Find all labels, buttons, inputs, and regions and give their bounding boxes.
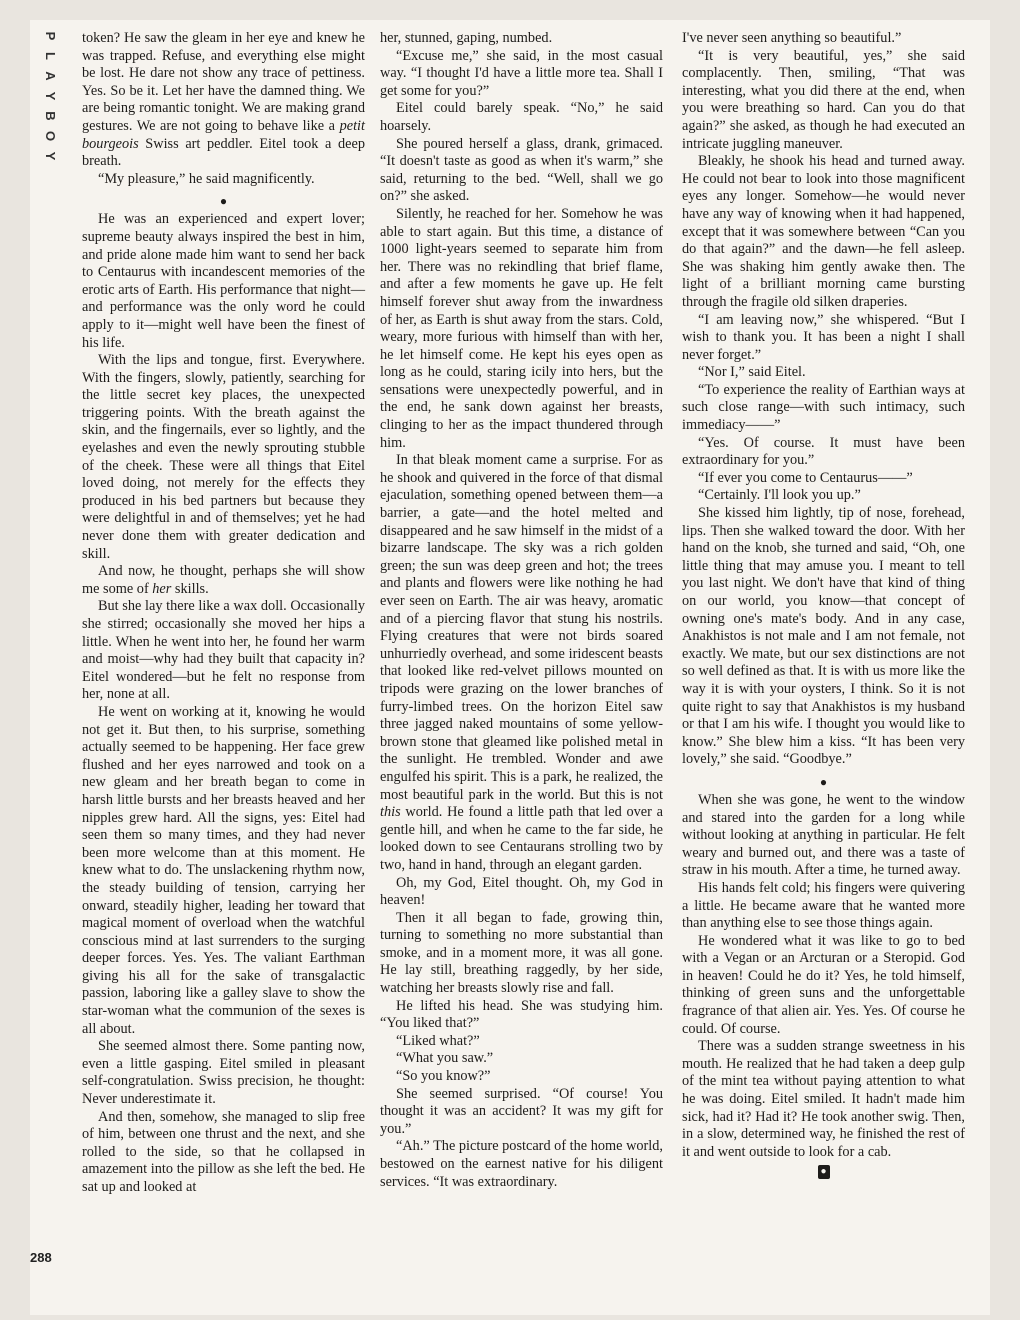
paragraph: “Excuse me,” she said, in the most casual way. “I thought I'd have a little more tea. Shall I get some for you?”	[380, 47, 663, 99]
vertical-masthead	[30, 26, 70, 166]
text-column-2	[380, 30, 663, 1191]
text-column-3	[682, 30, 965, 1179]
paragraph: “Yes. Of course. It must have been extraordinary for you.”	[682, 434, 965, 469]
page-number: 288	[30, 1250, 52, 1265]
paragraph: Oh, my God, Eitel thought. Oh, my God in heaven!	[380, 874, 663, 909]
masthead-letter: L	[43, 52, 58, 60]
paragraph: She seemed almost there. Some panting now, even a little gasping. Eitel smiled in pleasant self-congratulation. Swiss precision, he thought: Never underestimate it.	[82, 1038, 365, 1108]
paragraph: “I am leaving now,” she whispered. “But I wish to thank you. It has been a night I shall never forget.”	[682, 311, 965, 363]
section-separator: ●	[819, 774, 828, 789]
paragraph: “To experience the reality of Earthian ways at such close range—with such intimacy, such immediacy——”	[682, 381, 965, 434]
magazine-page	[30, 20, 990, 1315]
paragraph: And then, somehow, she managed to slip free of him, between one thrust and the next, and she rolled to the side, so that he collapsed in amazement into the pillow as she left the bed. He sat up and looked at	[82, 1108, 365, 1195]
section-separator: ●	[219, 194, 228, 209]
rabbit-head-icon: ●	[818, 1165, 830, 1179]
masthead-letter: O	[43, 130, 58, 142]
paragraph: She seemed surprised. “Of course! You thought it was an accident? It was my gift for you.”	[380, 1085, 663, 1137]
paragraph: When she was gone, he went to the window and stared into the garden for a long while without looking at anything in particular. He felt weary and burned out, and there was a taste of straw in his mouth. After a time, he turned away.	[682, 791, 965, 879]
paragraph: Bleakly, he shook his head and turned away. He could not bear to look into those magnificent eyes any longer. Somehow—he would never have any way of knowing when it had happened, except that it was somewhere between “Can you do that again?” and the dawn—he fell asleep. She was shaking him gently awake then. The light of a brilliant morning came bursting through the fragile old silken draperies.	[682, 153, 965, 310]
paragraph: “Nor I,” said Eitel.	[698, 364, 806, 381]
paragraph: “If ever you come to Centaurus——”	[698, 469, 913, 486]
paragraph: Then it all began to fade, growing thin, turning to something no more substantial than smoke, and in a moment more, it was all gone. He lay still, breathing raggedly, by her side, watching her breasts slowly rise and fall.	[380, 909, 663, 997]
paragraph: Silently, he reached for her. Somehow he was able to start again. But this time, a distance of 1000 light-years seemed to separate him from her. There was no rekindling that brief flame, and after a few moments he gave up. He felt himself forever shut away from the inwardness of her, as Earth is shut away from the stars. Cold, weary, more furious with himself than with her, he let himself come. He kept his eyes open as long as he could, staring icily into hers, but the sensations were unexpectedly powerful, and in the end, he sank down against her breasts, clinging to her as the impact thundered through him.	[380, 205, 663, 451]
paragraph: He lifted his head. She was studying him. “You liked that?”	[380, 997, 663, 1032]
paragraph: She poured herself a glass, drank, grimaced. “It doesn't taste as good as when it's warm,” she said, returning to the bed. “Well, shall we go on?” she asked.	[380, 135, 663, 205]
paragraph: “Ah.” The picture postcard of the home world, bestowed on the earnest native for his diligent services. “It was extraordinary.	[380, 1138, 663, 1190]
paragraph: His hands felt cold; his fingers were quivering a little. He became aware that he wanted more than anything else to see those things again.	[682, 879, 965, 932]
paragraph: With the lips and tongue, first. Everywhere. With the fingers, slowly, patiently, searching for the little secret key places, the unexpected triggering points. With the breath against the skin, and the fingernails, ever so lightly, and the eyelashes and even the newly sprouting stubble of the cheek. These were all things that Eitel loved doing, not merely for the effects they produced in his bed partners but because they were delightful in and of themselves; yet he had never done them with greater dedication and skill.	[82, 352, 365, 562]
paragraph: He wondered what it was like to go to bed with a Vegan or an Arcturan or a Steropid. God in heaven! Could he do it? Yes, he told himself, thinking of green suns and the unforgettable fragrance of that alien air. Yes. Yes. Of course he could. Of course.	[682, 932, 965, 1037]
masthead-letter: A	[43, 71, 58, 81]
paragraph: token? He saw the gleam in her eye and knew he was trapped. Refuse, and everything else might be lost. He dare not show any trace of pettiness. Yes. So be it. Let her have the damned thing. We are being romantic tonight. We are making grand gestures. We are not going to behave like a petit bourgeois Swiss art peddler. Eitel took a deep breath.	[82, 30, 365, 170]
paragraph: In that bleak moment came a surprise. For as he shook and quivered in the force of that dismal ejaculation, something opened between them—a barrier, a gate—and the hotel melted and disappeared and he saw himself in the midst of a bizarre landscape. The sky was a rich golden green; the sun was deep green and hot; the trees and plants and flowers were like nothing he had ever seen on Earth. The air was heavy, aromatic and of a piercing flavor that stung his nostrils. Flying creatures that were not birds soared unhurriedly overhead, and some iridescent beasts that looked like red-velvet pillows mounted on tripods were grazing on the lower branches of furry-limbed trees. On the horizon Eitel saw three jagged naked mountains of some yellow-brown stone that gleamed like polished metal in the sunlight. He trembled. Wonder and awe engulfed his spirit. This is a park, he realized, the most beautiful park in the world. But this is not this world. He found a little path that led over a gentle hill, and when he came to the far side, he looked down to see Centaurans strolling two by two, hand in hand, through an elegant garden.	[380, 452, 663, 873]
paragraph: He was an experienced and expert lover; supreme beauty always inspired the best in him, and pride alone made him want to send her back to Centaurus with incandescent memories of the erotic arts of Earth. His performance that night—and performance was the only word he could apply to it—might well have been the finest of his life.	[82, 211, 365, 351]
masthead-letter: B	[43, 111, 58, 121]
paragraph: “My pleasure,” he said magnificently.	[98, 170, 315, 187]
paragraph: She kissed him lightly, tip of nose, forehead, lips. Then she walked toward the door. With her hand on the knob, she turned and said, “Oh, one little thing that may amuse you. I meant to tell you last night. We don't have that kind of thing on our world, you know—that concept of owning one's mate's body. And in any case, Anakhistos is not male and I am not female, not exactly. We mate, but our sex distinctions are not so well defined as that. It is with us more like the way it is with your oysters, I think. So it is not quite right to say that Anakhistos is my husband or that I am his wife. I thought you would like to know.” She blew him a kiss. “It has been very lovely,” she said. “Goodbye.”	[682, 505, 965, 768]
masthead-letter: Y	[43, 151, 58, 161]
paragraph: “What you saw.”	[396, 1050, 494, 1067]
paragraph: “So you know?”	[396, 1068, 491, 1085]
paragraph: I've never seen anything so beautiful.”	[682, 30, 902, 46]
text-column-1	[82, 30, 365, 1197]
paragraph: “Certainly. I'll look you up.”	[698, 487, 861, 504]
paragraph: her, stunned, gaping, numbed.	[380, 30, 553, 46]
paragraph: “Liked what?”	[396, 1032, 480, 1049]
paragraph: Eitel could barely speak. “No,” he said hoarsely.	[380, 100, 663, 134]
paragraph: There was a sudden strange sweetness in his mouth. He realized that he had taken a deep gulp of the mint tea without paying attention to what he was doing. Eitel smiled. It hadn't made him sick, had it? Had it? He took another swig. Then, in a slow, determined way, he finished the rest of it and went outside to look for a cab.	[682, 1038, 965, 1160]
masthead-letter: Y	[43, 91, 58, 101]
paragraph: “It is very beautiful, yes,” she said complacently. Then, smiling, “That was interesting, what you did there at the end, when you were breathing so hard. Can you do that again?” she asked, as though he had executed an intricate juggling maneuver.	[682, 47, 965, 152]
masthead-letter: P	[43, 31, 58, 41]
paragraph: But she lay there like a wax doll. Occasionally she stirred; occasionally she moved her hips a little. When he went into her, he found her warm and moist—why had they built that capacity in? Eitel wondered—but he felt no response from her, none at all.	[82, 598, 365, 703]
paragraph: And now, he thought, perhaps she will show me some of her skills.	[82, 563, 365, 597]
paragraph: He went on working at it, knowing he would not get it. But then, to his surprise, something actually seemed to be happening. Her face grew flushed and her eyes narrowed and took on a new gleam and her breath began to come in harsh little bursts and her breasts heaved and her nipples grew hard. All the signs, yes: Eitel had seen them so many times, and they had never been more welcome than at this moment. He knew what to do. The unslackening rhythm now, the steady building of tension, carrying her onward, steadily higher, leading her toward that magical moment of overload when the watchful conscious mind at last surrenders to the surging deeper forces. Yes. Yes. The valiant Earthman giving his all for the sake of transgalactic passion, laboring like a galley slave to show the star-woman what the communion of the sexes is all about.	[82, 703, 365, 1037]
